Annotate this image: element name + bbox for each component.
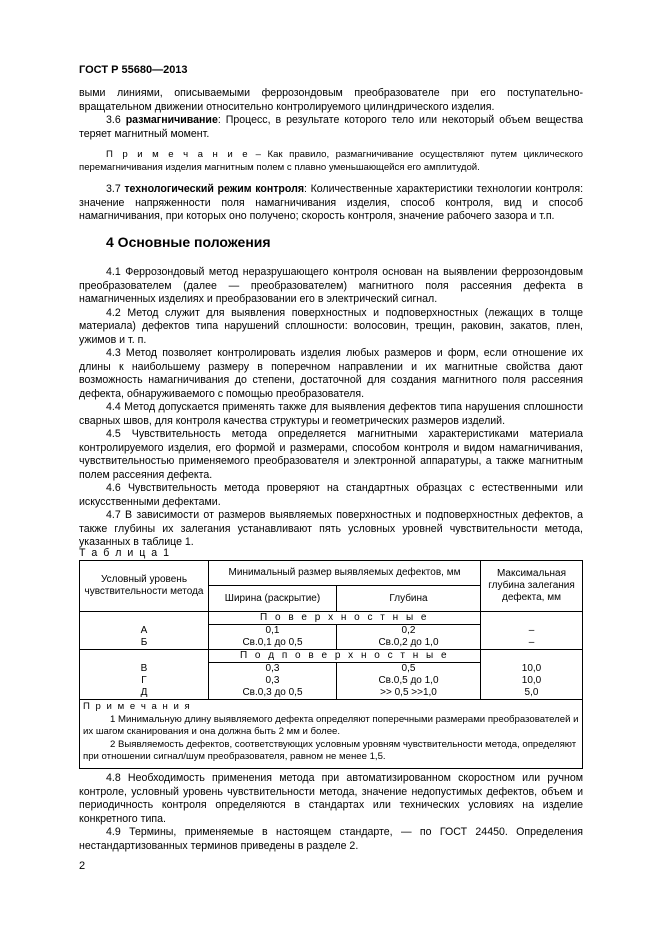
- width-value: 0,3: [209, 663, 337, 676]
- depth-value: >> 0,5 >>1,0: [337, 687, 481, 700]
- table-1: [79, 560, 583, 769]
- paragraph-4-8: 4.8 Необходимость применения метода при автоматизированном скоростном или ручном контроле, условный уровень чувствительности метода, значение недопустимых дефектов, объем и периодичность контроля определяются в стандартах или технических условиях на изделие конкретного типа.: [79, 772, 583, 825]
- paragraph-3-6: [79, 114, 583, 141]
- paragraph-4-6: 4.6 Чувствительность метода проверяют на стандартных образцах с естественными или искусственными дефектами.: [79, 482, 583, 508]
- group-surface: П о в е р х н о с т н ы е: [209, 612, 481, 625]
- width-value: 0,1: [209, 625, 337, 638]
- max-cell: [481, 612, 583, 650]
- header-width: Ширина (раскрытие): [209, 586, 337, 612]
- level: Б: [140, 636, 148, 648]
- level: А: [140, 624, 148, 636]
- depth-value: 0,5: [337, 663, 481, 676]
- notes-label: П р и м е ч а н и я: [83, 701, 192, 712]
- paragraph-4-5: 4.5 Чувствительность метода определяется магнитными характеристиками материала контролируемого изделия, его формой и размерами, способом контроля и видом намагничивания, чувствительностью применяемого преобразователя и электронной аппаратуры, а также магнитным полем рассеяния дефекта.: [79, 428, 583, 481]
- level: Д: [140, 686, 148, 698]
- levels-cell: [80, 612, 209, 650]
- clause-number: 3.7: [106, 183, 125, 195]
- table-caption: [79, 547, 583, 561]
- definition: : Процесс, в результате которого тело или некоторый объем вещества теряет магнитный момент.: [79, 114, 584, 140]
- depth-value: Св.0,2 до 1,0: [337, 637, 481, 650]
- page-number: 2: [79, 860, 86, 872]
- levels-cell: [80, 650, 209, 700]
- width-value: Св.0,3 до 0,5: [209, 687, 337, 700]
- max-cell: [481, 650, 583, 700]
- paragraph-4-4: 4.4 Метод допускается применять также для выявления дефектов типа нарушения сплошности сварных швов, для контроля качества структуры и геометрических размеров изделий.: [79, 401, 583, 427]
- paragraph-4-9: 4.9 Термины, применяемые в настоящем стандарте, — по ГОСТ 24450. Определения нестандартизованных терминов приведены в разделе 2.: [79, 826, 583, 852]
- definition: : Количественные характеристики технологии контроля: значение напряженности поля намагничивания изделия, способ контроля, вид и способ намагничивания, при которых оно получено; скорость контроля, значение рабочего зазора и т.п.: [79, 183, 584, 222]
- width-value: 0,3: [209, 675, 337, 687]
- paragraph-4-7: 4.7 В зависимости от размеров выявляемых поверхностных и подповерхностных дефектов, а также глубины их залегания устанавливают пять условных уровней чувствительности метода, указанных в таблице 1.: [79, 509, 583, 548]
- header-level: Условный уровень чувствительности метода: [80, 561, 209, 612]
- max-depth: 10,0: [521, 674, 542, 686]
- paragraph-3-7: [79, 183, 583, 224]
- depth-value: 0,2: [337, 625, 481, 638]
- note-label: П р и м е ч а н и е: [106, 149, 250, 160]
- note: [79, 149, 583, 174]
- paragraph-4-1: 4.1 Феррозондовый метод неразрушающего контроля основан на выявлении феррозондовым преобразователем (далее — преобразователем) магнитного поля рассеяния дефекта в намагниченных изделиях и преобразовании его в электрический сигнал.: [79, 266, 583, 305]
- term: размагничивание: [125, 114, 218, 126]
- header-depth: Глубина: [337, 586, 481, 612]
- table-note: 1 Минимальную длину выявляемого дефекта определяют поперечными размерами преобразователей и их шагом сканирования и она должна быть 2 мм и более.: [83, 713, 579, 737]
- clause-number: 3.6: [106, 114, 126, 126]
- max-depth: 10,0: [521, 662, 542, 674]
- header-max-depth: Максимальная глубина залегания дефекта, мм: [481, 561, 583, 612]
- table-notes: [80, 700, 583, 769]
- max-depth: –: [528, 636, 535, 648]
- term: технологический режим контроля: [124, 183, 305, 195]
- max-depth: –: [528, 624, 535, 636]
- table-caption-text: Т а б л и ц а 1: [79, 547, 171, 559]
- section-4-body: [79, 266, 583, 550]
- max-depth: 5,0: [524, 686, 539, 698]
- table-note: 2 Выявляемость дефектов, соответствующих условным уровням чувствительности метода, определяют при отношении сигнал/шум преобразователя, равном не менее 1,5.: [83, 738, 577, 762]
- width-value: Св.0,1 до 0,5: [209, 637, 337, 650]
- header-min-size: Минимальный размер выявляемых дефектов, мм: [209, 561, 481, 586]
- paragraph-4-3: 4.3 Метод позволяет контролировать изделия любых размеров и форм, если отношение их длины к наибольшему размеру в поперечном направлении и их магнитные свойства дают возможность намагничивания до степени, достаточной для создания магнитного поля рассеяния дефекта, обнаруживаемого с помощью преобразователя.: [79, 347, 583, 400]
- closing-body: [79, 772, 583, 853]
- group-subsurface: П о д п о в е р х н о с т н ы е: [209, 650, 481, 663]
- note-text: – Как правило, размагничивание осуществляют путем циклического перемагничивания изделия магнитным полем с плавно уменьшающейся его амплитудой.: [79, 149, 583, 173]
- level: В: [140, 662, 148, 674]
- section-title: 4 Основные положения: [106, 234, 271, 250]
- level: Г: [141, 674, 147, 686]
- depth-value: Св.0,5 до 1,0: [337, 675, 481, 687]
- paragraph-4-2: 4.2 Метод служит для выявления поверхностных и подповерхностных (лежащих в толще материала) дефектов типа нарушений сплошности: волосовин, трещин, раковин, закатов, плен, ужимов и т. п.: [79, 306, 583, 346]
- paragraph: выми линиями, описываемыми феррозондовым преобразователе при его поступательно-вращательном движении относительно контролируемого цилиндрического изделия.: [79, 87, 583, 113]
- document-header: ГОСТ Р 55680—2013: [79, 64, 188, 76]
